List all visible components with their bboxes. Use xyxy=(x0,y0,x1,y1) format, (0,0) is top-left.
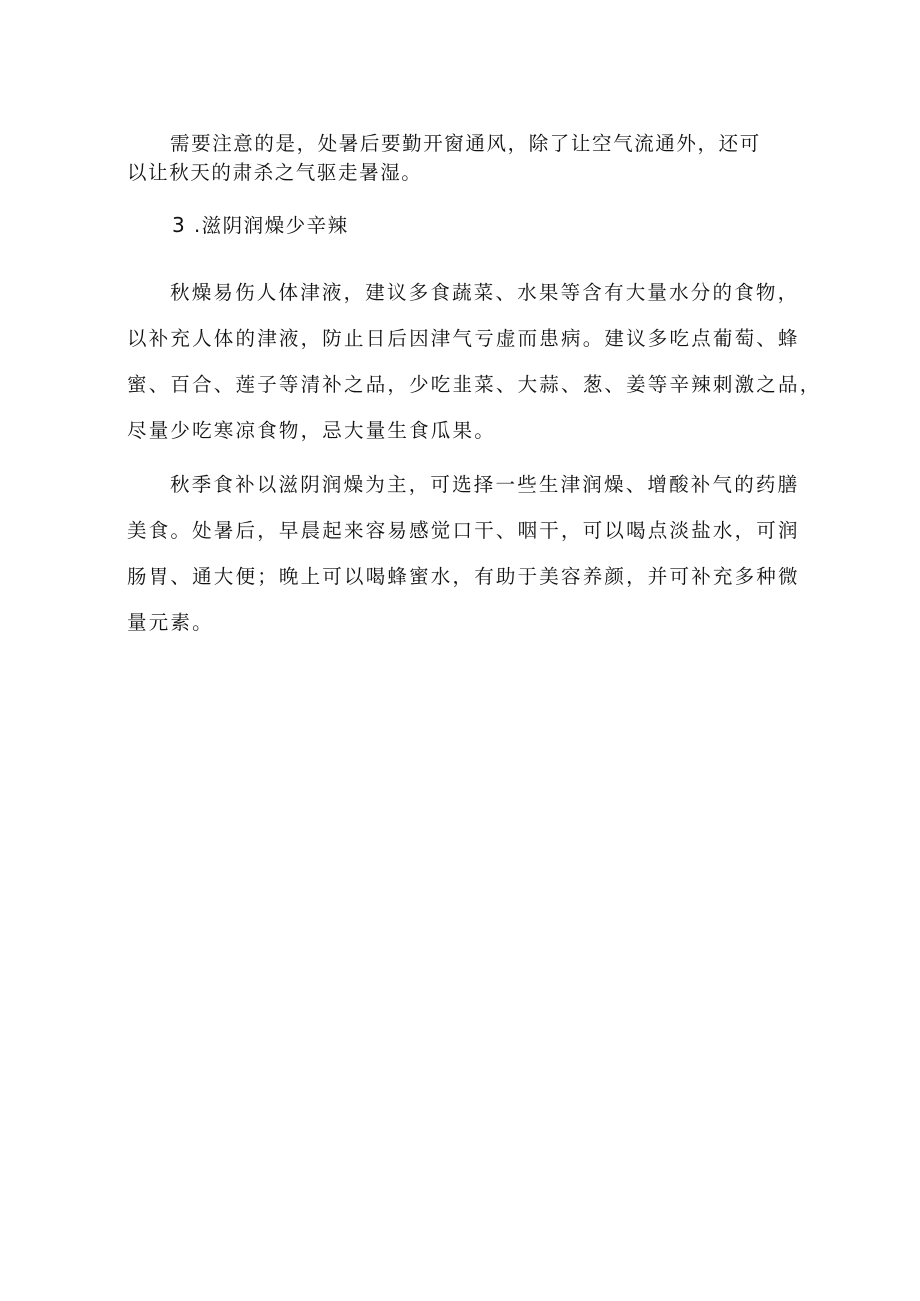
section-heading xyxy=(172,212,349,239)
paragraph-2-line-1: 秋燥易伤人体津液，建议多食蔬菜、水果等含有大量水分的食物， xyxy=(170,281,800,304)
paragraph-1-line-1: 需要注意的是，处暑后要勤开窗通风，除了让空气流通外，还可 xyxy=(170,132,761,155)
paragraph-3-line-2: 美食。处暑后，早晨起来容易感觉口干、咽干，可以喝点淡盐水，可润 xyxy=(127,519,800,542)
paragraph-3-line-4: 量元素。 xyxy=(127,611,214,634)
paragraph-2-line-3: 蜜、百合、莲子等清补之品，少吃韭菜、大蒜、葱、姜等辛辣刺激之品， xyxy=(127,373,822,396)
section-heading-number: 3 xyxy=(172,213,187,237)
paragraph-1-line-2: 以让秋天的肃杀之气驱走暑湿。 xyxy=(127,161,423,184)
section-heading-text: .滋阴润燥少辛辣 xyxy=(193,214,349,237)
paragraph-2-line-4: 尽量少吃寒凉食物，忌大量生食瓜果。 xyxy=(127,419,496,442)
paragraph-2-line-2: 以补充人体的津液，防止日后因津气亏虚而患病。建议多吃点葡萄、蜂 xyxy=(127,327,800,350)
paragraph-3-line-3: 肠胃、通大便；晚上可以喝蜂蜜水，有助于美容养颜，并可补充多种微 xyxy=(127,565,800,588)
paragraph-3-line-1: 秋季食补以滋阴润燥为主，可选择一些生津润燥、增酸补气的药膳 xyxy=(170,473,800,496)
